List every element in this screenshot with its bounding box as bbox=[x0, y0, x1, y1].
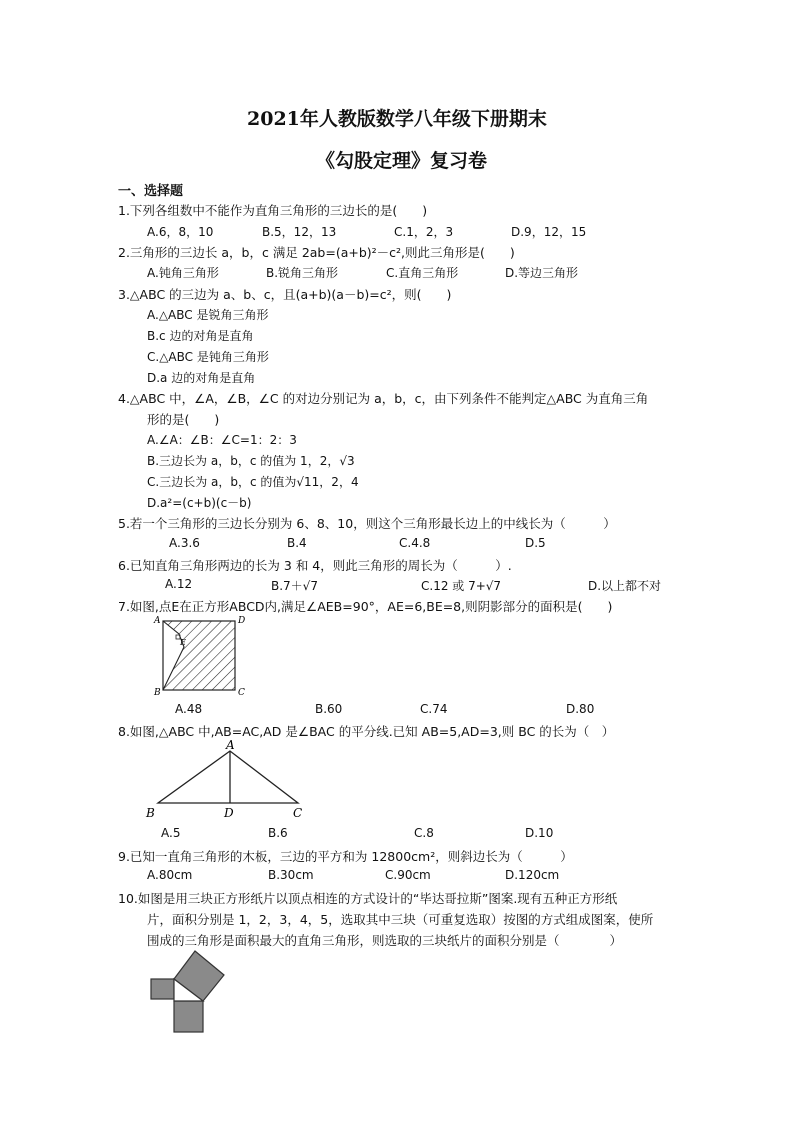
question-8-option-b: B.6 bbox=[268, 826, 288, 840]
question-3-text: 3.△ABC 的三边为 a、b、c，且(a+b)(a－b)=c²，则( ) bbox=[118, 287, 452, 302]
question-9-text: 9.已知一直角三角形的木板，三边的平方和为 12800cm²，则斜边长为（ ） bbox=[118, 849, 573, 864]
question-6-option-c: C.12 或 7+√7 bbox=[421, 579, 502, 593]
question-4-option-b: B.三边长为 a，b，c 的值为 1，2，√3 bbox=[147, 454, 355, 468]
question-8-option-c: C.8 bbox=[414, 826, 434, 840]
question-7-option-b: B.60 bbox=[315, 702, 343, 716]
question-1-option-a: A.6，8，10 bbox=[147, 225, 214, 239]
question-7-label-c: C bbox=[238, 688, 245, 697]
question-7-option-d: D.80 bbox=[566, 702, 595, 716]
question-8-label-c: C bbox=[293, 806, 303, 820]
question-7-option-a: A.48 bbox=[175, 702, 203, 716]
question-4-text-line2: 形的是( ) bbox=[147, 412, 220, 427]
question-1-option-d: D.9，12，15 bbox=[511, 225, 587, 239]
question-3-option-a: A.△ABC 是锐角三角形 bbox=[147, 308, 269, 322]
question-8-text: 8.如图,△ABC 中,AB=AC,AD 是∠BAC 的平分线.已知 AB=5,AD=3,则 BC 的长为（ ） bbox=[118, 724, 615, 739]
question-3-option-b: B.c 边的对角是直角 bbox=[147, 329, 254, 343]
question-7-label-d: D bbox=[238, 616, 246, 626]
question-9-option-b: B.30cm bbox=[268, 868, 314, 882]
section-heading: 一、选择题 bbox=[118, 184, 184, 199]
question-6-option-b: B.7＋√7 bbox=[271, 579, 318, 593]
question-9-option-c: C.90cm bbox=[385, 868, 431, 882]
question-2-option-a: A.钝角三角形 bbox=[147, 266, 219, 280]
question-5-option-b: B.4 bbox=[287, 536, 307, 550]
question-2-option-c: C.直角三角形 bbox=[386, 266, 459, 280]
question-4-option-c: C.三边长为 a，b，c 的值为√11，2，4 bbox=[147, 475, 359, 489]
question-8-label-b: B bbox=[146, 806, 155, 820]
question-7-label-e: E bbox=[180, 638, 186, 647]
question-10-square-bottom bbox=[174, 1001, 203, 1032]
question-2-option-b: B.锐角三角形 bbox=[266, 266, 339, 280]
question-5-option-c: C.4.8 bbox=[399, 536, 431, 550]
question-5-option-a: A.3.6 bbox=[169, 536, 200, 550]
question-8-figure bbox=[144, 739, 314, 821]
question-10-text-line2: 片，面积分别是 1，2，3，4，5，选取其中三块（可重复选取）按图的方式组成图案，使所 bbox=[147, 912, 654, 927]
question-1-option-b: B.5，12，13 bbox=[262, 225, 337, 239]
question-8-option-a: A.5 bbox=[161, 826, 181, 840]
question-10-square-left bbox=[151, 979, 174, 999]
question-8-label-d: D bbox=[224, 806, 234, 820]
question-3-option-d: D.a 边的对角是直角 bbox=[147, 371, 256, 385]
question-4-text-line1: 4.△ABC 中，∠A，∠B，∠C 的对边分别记为 a，b，c，由下列条件不能判定△ABC 为直角三角 bbox=[118, 391, 649, 406]
question-1-option-c: C.1，2，3 bbox=[394, 225, 454, 239]
question-6-option-a: A.12 bbox=[165, 577, 193, 591]
question-10-text-line3: 围成的三角形是面积最大的直角三角形，则选取的三块纸片的面积分别是（ ） bbox=[147, 933, 623, 948]
question-2-option-d: D.等边三角形 bbox=[505, 266, 579, 280]
question-8-label-a: A bbox=[226, 739, 235, 752]
question-4-option-d: D.a²=(c+b)(c－b) bbox=[147, 496, 252, 510]
question-5-option-d: D.5 bbox=[525, 536, 546, 550]
question-10-text-line1: 10.如图是用三块正方形纸片以顶点相连的方式设计的“毕达哥拉斯”图案.现有五种正方形纸 bbox=[118, 891, 618, 906]
question-8-triangle bbox=[158, 751, 298, 803]
question-2-text: 2.三角形的三边长 a，b，c 满足 2ab=(a+b)²－c²,则此三角形是( ) bbox=[118, 245, 515, 260]
question-3-option-c: C.△ABC 是钝角三角形 bbox=[147, 350, 269, 364]
question-9-option-d: D.120cm bbox=[505, 868, 560, 882]
question-9-option-a: A.80cm bbox=[147, 868, 193, 882]
question-6-text: 6.已知直角三角形两边的长为 3 和 4，则此三角形的周长为（ ）. bbox=[118, 558, 512, 573]
question-7-figure bbox=[150, 613, 250, 697]
question-4-option-a: A.∠A：∠B：∠C=1：2：3 bbox=[147, 433, 297, 447]
question-6-option-d: D.以上都不对 bbox=[588, 579, 662, 593]
question-1-text: 1.下列各组数中不能作为直角三角形的三边长的是( ) bbox=[118, 203, 428, 218]
question-7-option-c: C.74 bbox=[420, 702, 448, 716]
question-7-label-a: A bbox=[154, 616, 161, 626]
question-10-figure bbox=[146, 946, 236, 1036]
question-7-label-b: B bbox=[154, 688, 161, 697]
page-title: 2021年人教版数学八年级下册期末 bbox=[247, 108, 547, 130]
question-8-option-d: D.10 bbox=[525, 826, 554, 840]
question-5-text: 5.若一个三角形的三边长分别为 6、8、10，则这个三角形最长边上的中线长为（ ） bbox=[118, 516, 616, 531]
page-subtitle: 《勾股定理》复习卷 bbox=[316, 150, 488, 172]
question-7-text: 7.如图,点E在正方形ABCD内,满足∠AEB=90°，AE=6,BE=8,则阴影部分的面积是( ) bbox=[118, 599, 613, 614]
question-7-shaded-region bbox=[163, 621, 235, 690]
